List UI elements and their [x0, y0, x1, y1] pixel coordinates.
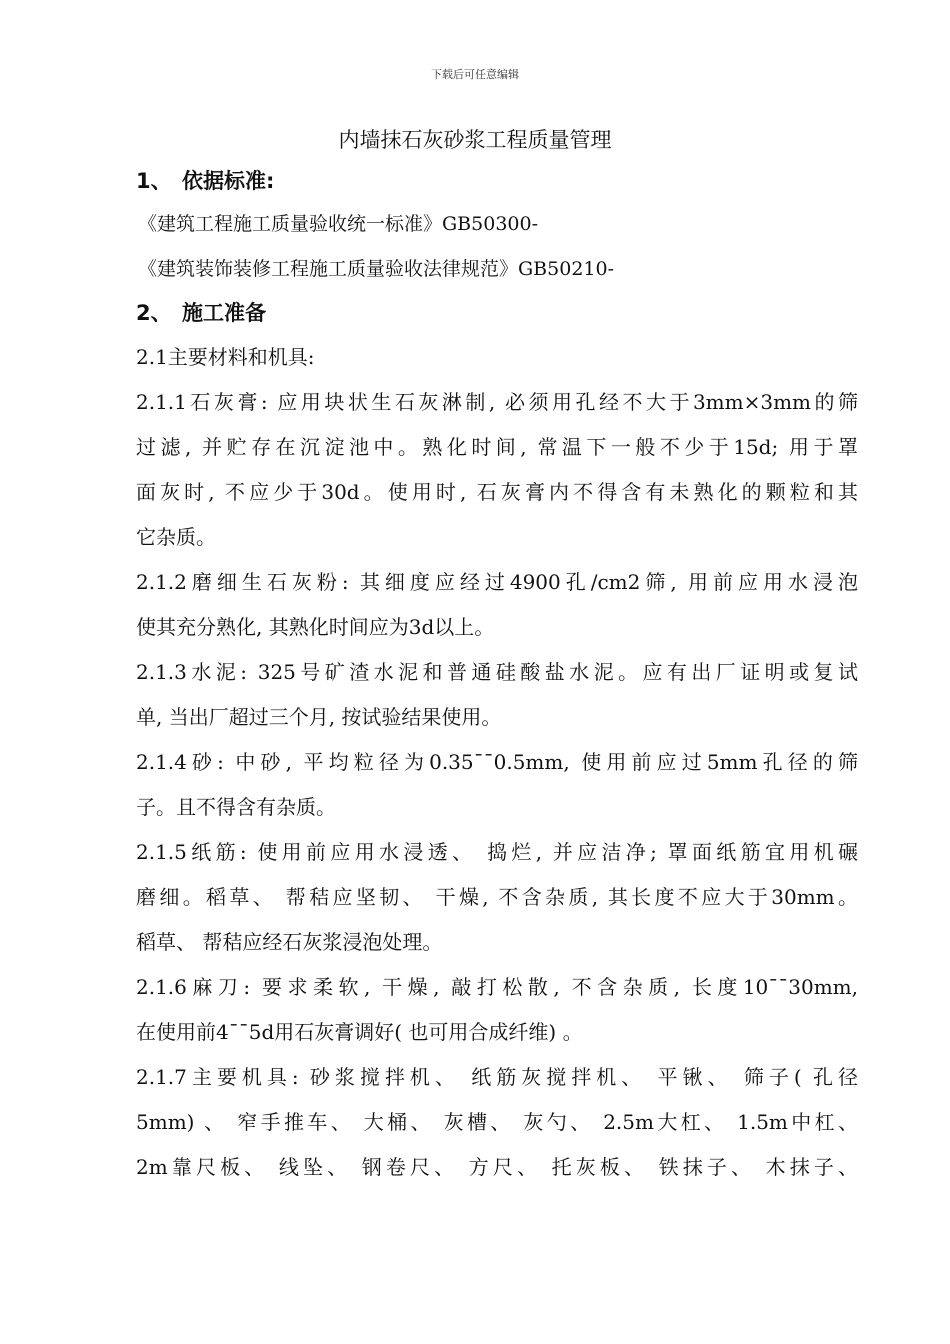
body-line: 2.1.6麻刀: 要求柔软, 干燥, 敲打松散, 不含杂质, 长度10¯¯30mm, — [136, 975, 858, 999]
section-2-title: 施工准备 — [182, 301, 266, 325]
body-line: 单, 当出厂超过三个月, 按试验结果使用。 — [136, 705, 502, 729]
document-title: 内墙抹石灰砂浆工程质量管理 — [338, 128, 612, 152]
page-header-note: 下载后可任意编辑 — [431, 68, 519, 81]
section-1-title: 依据标准: — [182, 169, 275, 193]
section-2-number: 2、 — [136, 301, 172, 325]
body-line: 子。且不得含有杂质。 — [136, 795, 336, 819]
body-line: 过滤, 并贮存在沉淀池中。熟化时间, 常温下一般不少于15d; 用于罩 — [136, 435, 858, 459]
body-line: 磨细。稻草、 帮秸应坚韧、 干燥, 不含杂质, 其长度不应大于30mm。 — [136, 885, 858, 909]
body-line: 2.1.4砂: 中砂, 平均粒径为0.35¯¯0.5mm, 使用前应过5mm孔径的筛 — [136, 750, 858, 774]
body-line: 它杂质。 — [136, 525, 216, 549]
section-1-heading — [136, 167, 274, 195]
body-line: 2.1.2磨细生石灰粉: 其细度应经过4900孔/cm2筛, 用前应用水浸泡 — [136, 570, 858, 594]
standard-reference: 《建筑工程施工质量验收统一标准》GB50300- — [138, 213, 539, 235]
section-2-heading — [136, 299, 266, 327]
body-line: 2.1主要材料和机具: — [136, 345, 315, 369]
body-line: 2m靠尺板、 线坠、 钢卷尺、 方尺、 托灰板、 铁抹子、 木抹子、 — [136, 1155, 858, 1179]
body-line: 在使用前4¯¯5d用石灰膏调好( 也可用合成纤维) 。 — [136, 1020, 583, 1044]
body-line: 5mm) 、 窄手推车、 大桶、 灰槽、 灰勺、 2.5m大杠、 1.5m中杠、 — [136, 1110, 858, 1134]
body-line: 2.1.1石灰膏: 应用块状生石灰淋制, 必须用孔经不大于3mm×3mm的筛 — [136, 390, 858, 414]
section-1-number: 1、 — [136, 169, 172, 193]
body-line: 2.1.7主要机具: 砂浆搅拌机、 纸筋灰搅拌机、 平锹、 筛子( 孔径 — [136, 1065, 858, 1089]
body-line: 2.1.5纸筋: 使用前应用水浸透、 捣烂, 并应洁净; 罩面纸筋宜用机碾 — [136, 840, 858, 864]
body-line: 面灰时, 不应少于30d。使用时, 石灰膏内不得含有未熟化的颗粒和其 — [136, 480, 858, 504]
body-line: 2.1.3水泥: 325号矿渣水泥和普通硅酸盐水泥。应有出厂证明或复试 — [136, 660, 858, 684]
standard-reference: 《建筑装饰装修工程施工质量验收法律规范》GB50210- — [138, 258, 615, 280]
body-line: 使其充分熟化, 其熟化时间应为3d以上。 — [136, 615, 495, 639]
body-line: 稻草、 帮秸应经石灰浆浸泡处理。 — [136, 930, 443, 954]
